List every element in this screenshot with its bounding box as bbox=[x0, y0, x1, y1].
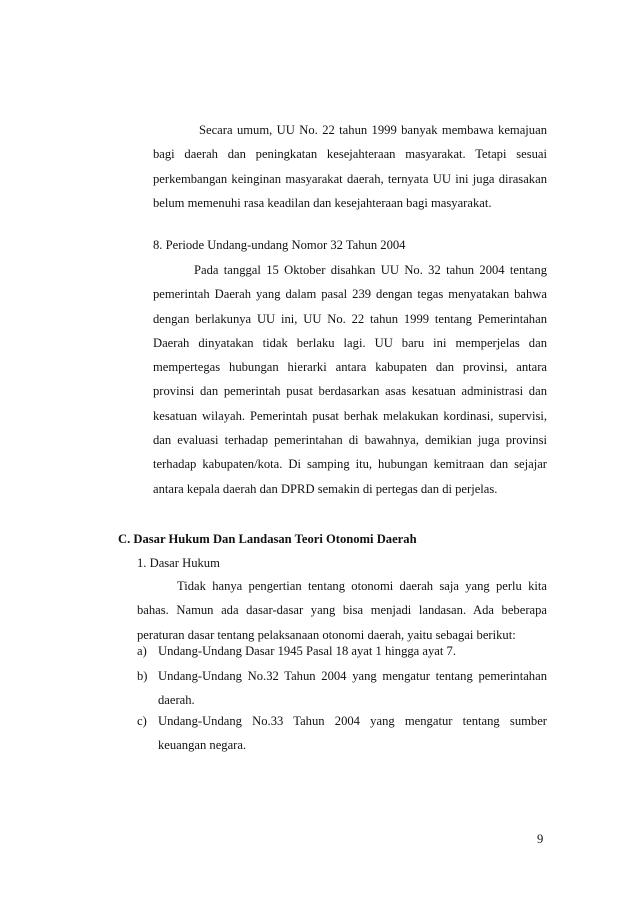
item-8-paragraph: Pada tanggal 15 Oktober disahkan UU No. 32 tahun 2004 tentang pemerintah Daerah yang dalam pasal 239 dengan tegas menyatakan bahwa dengan berlakunya UU ini, UU No. 22 tahun 1999 tentang Pemerintahan Daerah dinyatakan tidak berlaku lagi. UU baru ini memperjelas dan mempertegas hubungan hierarki antara kabupaten dan provinsi, antara provinsi dan pemerintah pusat berdasarkan asas kesatuan administrasi dan kesatuan wilayah. Pemerintah pusat berhak melakukan kordinasi, supervisi, dan evaluasi terhadap pemerintahan di bawahnya, demikian juga provinsi terhadap kabupaten/kota. Di samping itu, hubungan kemitraan dan sejajar antara kepala daerah dan DPRD semakin di pertegas dan di perjelas. bbox=[153, 263, 547, 496]
list-marker: b) bbox=[137, 669, 148, 683]
dasar-hukum-paragraph: Tidak hanya pengertian tentang otonomi daerah saja yang perlu kita bahas. Namun ada dasar-dasar yang bisa menjadi landasan. Ada beberapa peraturan dasar tentang pelaksanaan otonomi daerah, yaitu sebagai berikut: bbox=[137, 579, 547, 642]
list-item bbox=[137, 664, 547, 713]
subheading-dasar-hukum: 1. Dasar Hukum bbox=[137, 556, 220, 570]
list-marker: a) bbox=[137, 644, 147, 658]
list-item-text: Undang-Undang No.32 Tahun 2004 yang mengatur tentang pemerintahan daerah. bbox=[158, 669, 547, 708]
list-item-text: Undang-Undang No.33 Tahun 2004 yang mengatur tentang sumber keuangan negara. bbox=[158, 714, 547, 753]
list-marker: c) bbox=[137, 714, 147, 728]
list-item bbox=[137, 709, 547, 758]
item-8-title: 8. Periode Undang-undang Nomor 32 Tahun 2004 bbox=[153, 238, 406, 252]
section-c-heading: C. Dasar Hukum Dan Landasan Teori Otonomi Daerah bbox=[118, 532, 417, 546]
list-item-text: Undang-Undang Dasar 1945 Pasal 18 ayat 1 hingga ayat 7. bbox=[158, 644, 456, 658]
list-item bbox=[137, 639, 547, 663]
page-number: 9 bbox=[537, 832, 544, 846]
continuation-paragraph: Secara umum, UU No. 22 tahun 1999 banyak membawa kemajuan bagi daerah dan peningkatan kesejahteraan masyarakat. Tetapi sesuai perkembangan keinginan masyarakat daerah, ternyata UU ini juga dirasakan belum memenuhi rasa keadilan dan kesejahteraan bagi masyarakat. bbox=[153, 123, 547, 210]
